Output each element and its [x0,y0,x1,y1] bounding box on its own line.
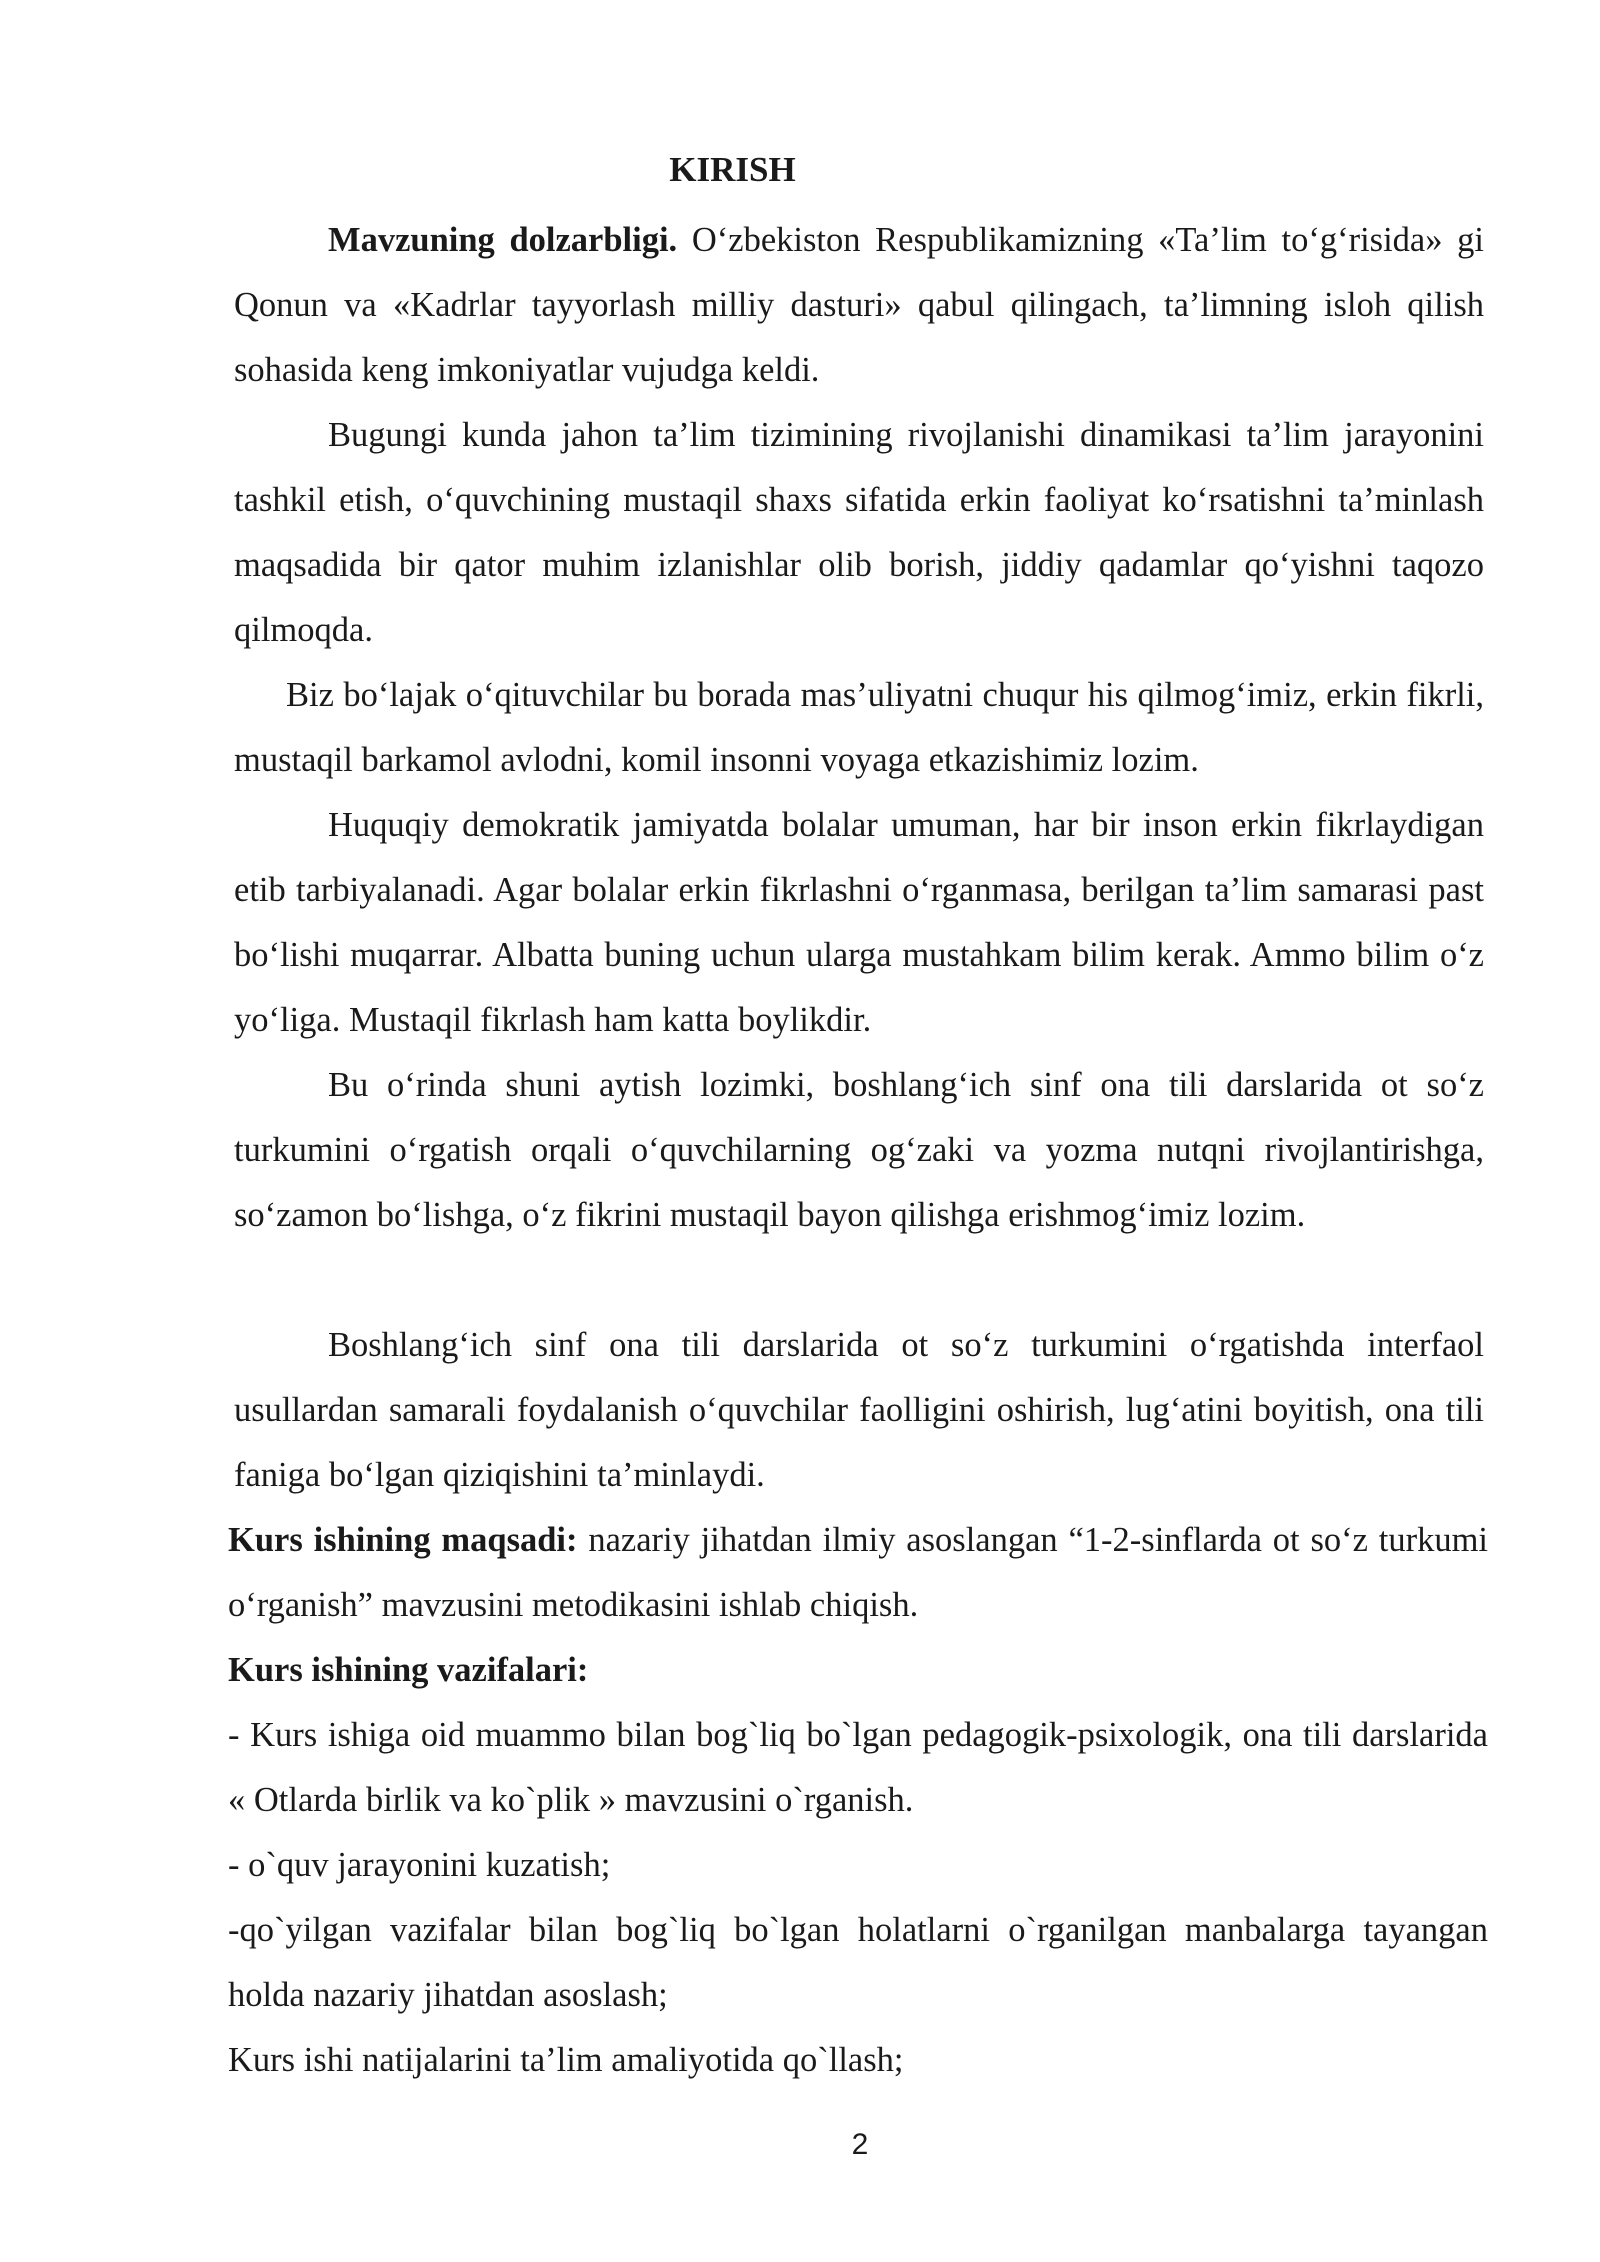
goal-text: nazariy jihatdan ilmiy asoslangan “1-2-sinflarda ot so‘z turkumi o‘rganish” mavzusini metodikasini ishlab chiqish. [228,1521,1488,1624]
task-item-4: Kurs ishi natijalarini ta’lim amaliyotida qo`llash; [228,2041,904,2079]
paragraph-relevance [234,208,1484,403]
paragraph-3: Biz bo‘lajak o‘qituvchilar bu borada mas’uliyatni chuqur his qilmog‘imiz, erkin fikrli, mustaqil barkamol avlodni, komil insonni voyaga etkazishimiz lozim. [234,676,1484,779]
relevance-heading: Mavzuning dolzarbligi. [328,221,678,259]
paragraph-2: Bugungi kunda jahon ta’lim tizimining rivojlanishi dinamikasi ta’lim jarayonini tashkil etish, o‘quvchining mustaqil shaxs sifatida erkin faoliyat ko‘rsatishni ta’minlash maqsadida bir qator muhim izlanishlar olib borish, jiddiy qadamlar qo‘yishni taqozo qilmoqda. [234,416,1484,649]
paragraph-4: Huquqiy demokratik jamiyatda bolalar umuman, har bir inson erkin fikrlaydigan etib tarbiyalanadi. Agar bolalar erkin fikrlashni o‘rganmasa, berilgan ta’lim samarasi past bo‘lishi muqarrar. Albatta buning uchun ularga mustahkam bilim kerak. Ammo bilim o‘z yo‘liga. Mustaqil fikrlash ham katta boylikdir. [234,806,1484,1039]
task-item-1: - Kurs ishiga oid muammo bilan bog`liq bo`lgan pedagogik-psixologik, ona tili darslarida « Otlarda birlik va ko`plik » mavzusini o`rganish. [228,1716,1488,1819]
relevance-text: O‘zbekiston Respublikamizning «Ta’lim to‘g‘risida» gi Qonun va «Kadrlar tayyorlash milliy dasturi» qabul qilingach, ta’limning isloh qilish sohasida keng imkoniyatlar vujudga keldi. [234,221,1484,389]
page-number: 2 [851,2128,869,2161]
goal-paragraph [228,1508,1488,1638]
goal-label: Kurs ishining maqsadi: [228,1521,578,1559]
task-item-2: - o`quv jarayonini kuzatish; [228,1846,611,1884]
page-title: KIRISH [669,150,796,189]
paragraph-6: Boshlang‘ich sinf ona tili darslarida ot so‘z turkumini o‘rgatishda interfaol usullardan samarali foydalanish o‘quvchilar faolligini oshirish, lug‘atini boyitish, ona tili faniga bo‘lgan qiziqishini ta’minlaydi. [234,1326,1484,1494]
paragraph-5: Bu o‘rinda shuni aytish lozimki, boshlang‘ich sinf ona tili darslarida ot so‘z turkumini o‘rgatish orqali o‘quvchilarning og‘zaki va yozma nutqni rivojlantirishga, so‘zamon bo‘lishga, o‘z fikrini mustaqil bayon qilishga erishmog‘imiz lozim. [234,1066,1484,1234]
tasks-heading: Kurs ishining vazifalari: [228,1651,589,1689]
task-item-3: -qo`yilgan vazifalar bilan bog`liq bo`lgan holatlarni o`rganilgan manbalarga tayangan holda nazariy jihatdan asoslash; [228,1911,1488,2014]
